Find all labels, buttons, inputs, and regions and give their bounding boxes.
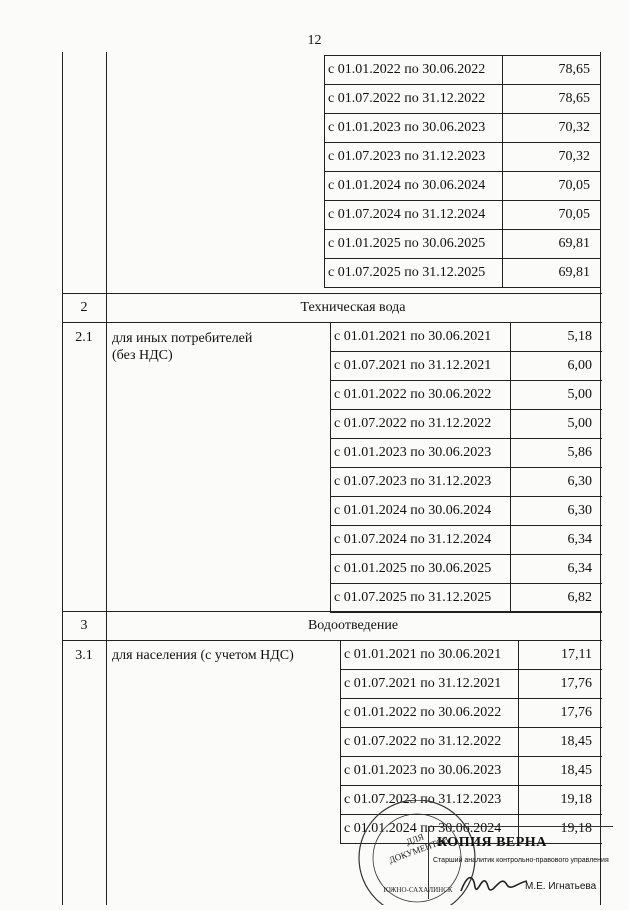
signature-icon [459,869,529,897]
value-col-border [510,322,511,612]
section3-title: Водоотведение [307,618,399,633]
period-cell: с 01.07.2024 по 31.12.2024 [328,207,486,222]
period-cell: с 01.07.2024 по 31.12.2024 [334,532,492,547]
period-cell: с 01.01.2023 по 30.06.2023 [328,120,486,135]
tariff-value-cell: 5,00 [567,416,592,431]
tariff-value-cell: 70,32 [558,149,590,164]
tariff-value-cell: 6,34 [567,532,592,547]
period-cell: с 01.01.2022 по 30.06.2022 [334,387,492,402]
tariff-value-cell: 70,05 [558,178,590,193]
section3-number: 3 [80,618,88,633]
page-number: 12 [307,33,322,48]
subsection3-1-number: 3.1 [75,648,93,663]
tariff-value-cell: 19,18 [560,821,592,836]
value-col-border [502,55,503,287]
table-left-border [62,52,63,905]
period-cell: с 01.01.2021 по 30.06.2021 [344,647,502,662]
period-cell: с 01.07.2025 по 31.12.2025 [334,590,492,605]
period-cell: с 01.01.2023 по 30.06.2023 [334,445,492,460]
tariff-value-cell: 6,34 [567,561,592,576]
period-cell: с 01.01.2022 по 30.06.2022 [328,62,486,77]
tariff-value-cell: 78,65 [558,91,590,106]
period-cell: с 01.07.2023 по 31.12.2023 [328,149,486,164]
period-cell: с 01.07.2023 по 31.12.2023 [334,474,492,489]
tariff-value-cell: 6,30 [567,474,592,489]
tariff-value-cell: 6,00 [567,358,592,373]
period-cell: с 01.07.2022 по 31.12.2022 [328,91,486,106]
certification-stamp [428,826,613,899]
seal-city: ЮЖНО-САХАЛИНСК [383,886,453,894]
tariff-value-cell: 5,18 [567,329,592,344]
tariff-value-cell: 5,00 [567,387,592,402]
tariff-value-cell: 5,86 [567,445,592,460]
period-cell: с 01.01.2024 по 30.06.2024 [334,503,492,518]
certification-position: Старший аналитик контрольно-правового управления [433,857,609,864]
section2-number: 2 [80,300,88,315]
seal-text: ДЛЯ ДОКУМЕНТОВ [387,831,450,866]
certification-name: М.Е. Игнатьева [525,881,597,892]
tariff-value-cell: 6,30 [567,503,592,518]
period-cell: с 01.01.2022 по 30.06.2022 [344,705,502,720]
period-cell: с 01.01.2023 по 30.06.2023 [344,763,502,778]
period-cell: с 01.07.2021 по 31.12.2021 [344,676,502,691]
period-cell: с 01.01.2024 по 30.06.2024 [328,178,486,193]
tariff-value-cell: 69,81 [558,265,590,280]
tariff-value-cell: 17,76 [560,705,592,720]
tariff-value-cell: 19,18 [560,792,592,807]
tariff-value-cell: 69,81 [558,236,590,251]
period-cell: с 01.07.2025 по 31.12.2025 [328,265,486,280]
section2-title: Техническая вода [300,300,406,315]
period-cell: с 01.07.2022 по 31.12.2022 [334,416,492,431]
subsection3-1-label: для населения (с учетом НДС) [112,648,294,663]
period-cell: с 01.01.2025 по 30.06.2025 [334,561,492,576]
subsection2-1-number: 2.1 [75,330,93,345]
period-cell: с 01.01.2025 по 30.06.2025 [328,236,486,251]
period-col-border [324,55,325,287]
tariff-value-cell: 17,76 [560,676,592,691]
period-col-border [340,640,341,843]
period-cell: с 01.01.2024 по 30.06.2024 [344,821,502,836]
tariff-value-cell: 70,05 [558,207,590,222]
row-divider [324,287,600,288]
tariff-value-cell: 70,32 [558,120,590,135]
period-cell: с 01.07.2023 по 31.12.2023 [344,792,502,807]
value-col-border [518,640,519,843]
period-col-border [330,322,331,612]
subsection2-1-label [112,330,252,364]
subsection2-1-label-line2: (без НДС) [112,348,173,363]
subsection2-1-label-line1: для иных потребителей [112,331,253,346]
tariff-value-cell: 17,11 [561,647,592,662]
table-number-col-border [106,52,107,905]
table-right-border [600,52,601,905]
period-cell: с 01.07.2022 по 31.12.2022 [344,734,502,749]
tariff-value-cell: 78,65 [558,62,590,77]
certification-title: КОПИЯ ВЕРНА [437,835,547,850]
period-cell: с 01.07.2021 по 31.12.2021 [334,358,492,373]
tariff-value-cell: 18,45 [560,763,592,778]
tariff-value-cell: 6,82 [567,590,592,605]
period-cell: с 01.01.2021 по 30.06.2021 [334,329,492,344]
tariff-value-cell: 18,45 [560,734,592,749]
